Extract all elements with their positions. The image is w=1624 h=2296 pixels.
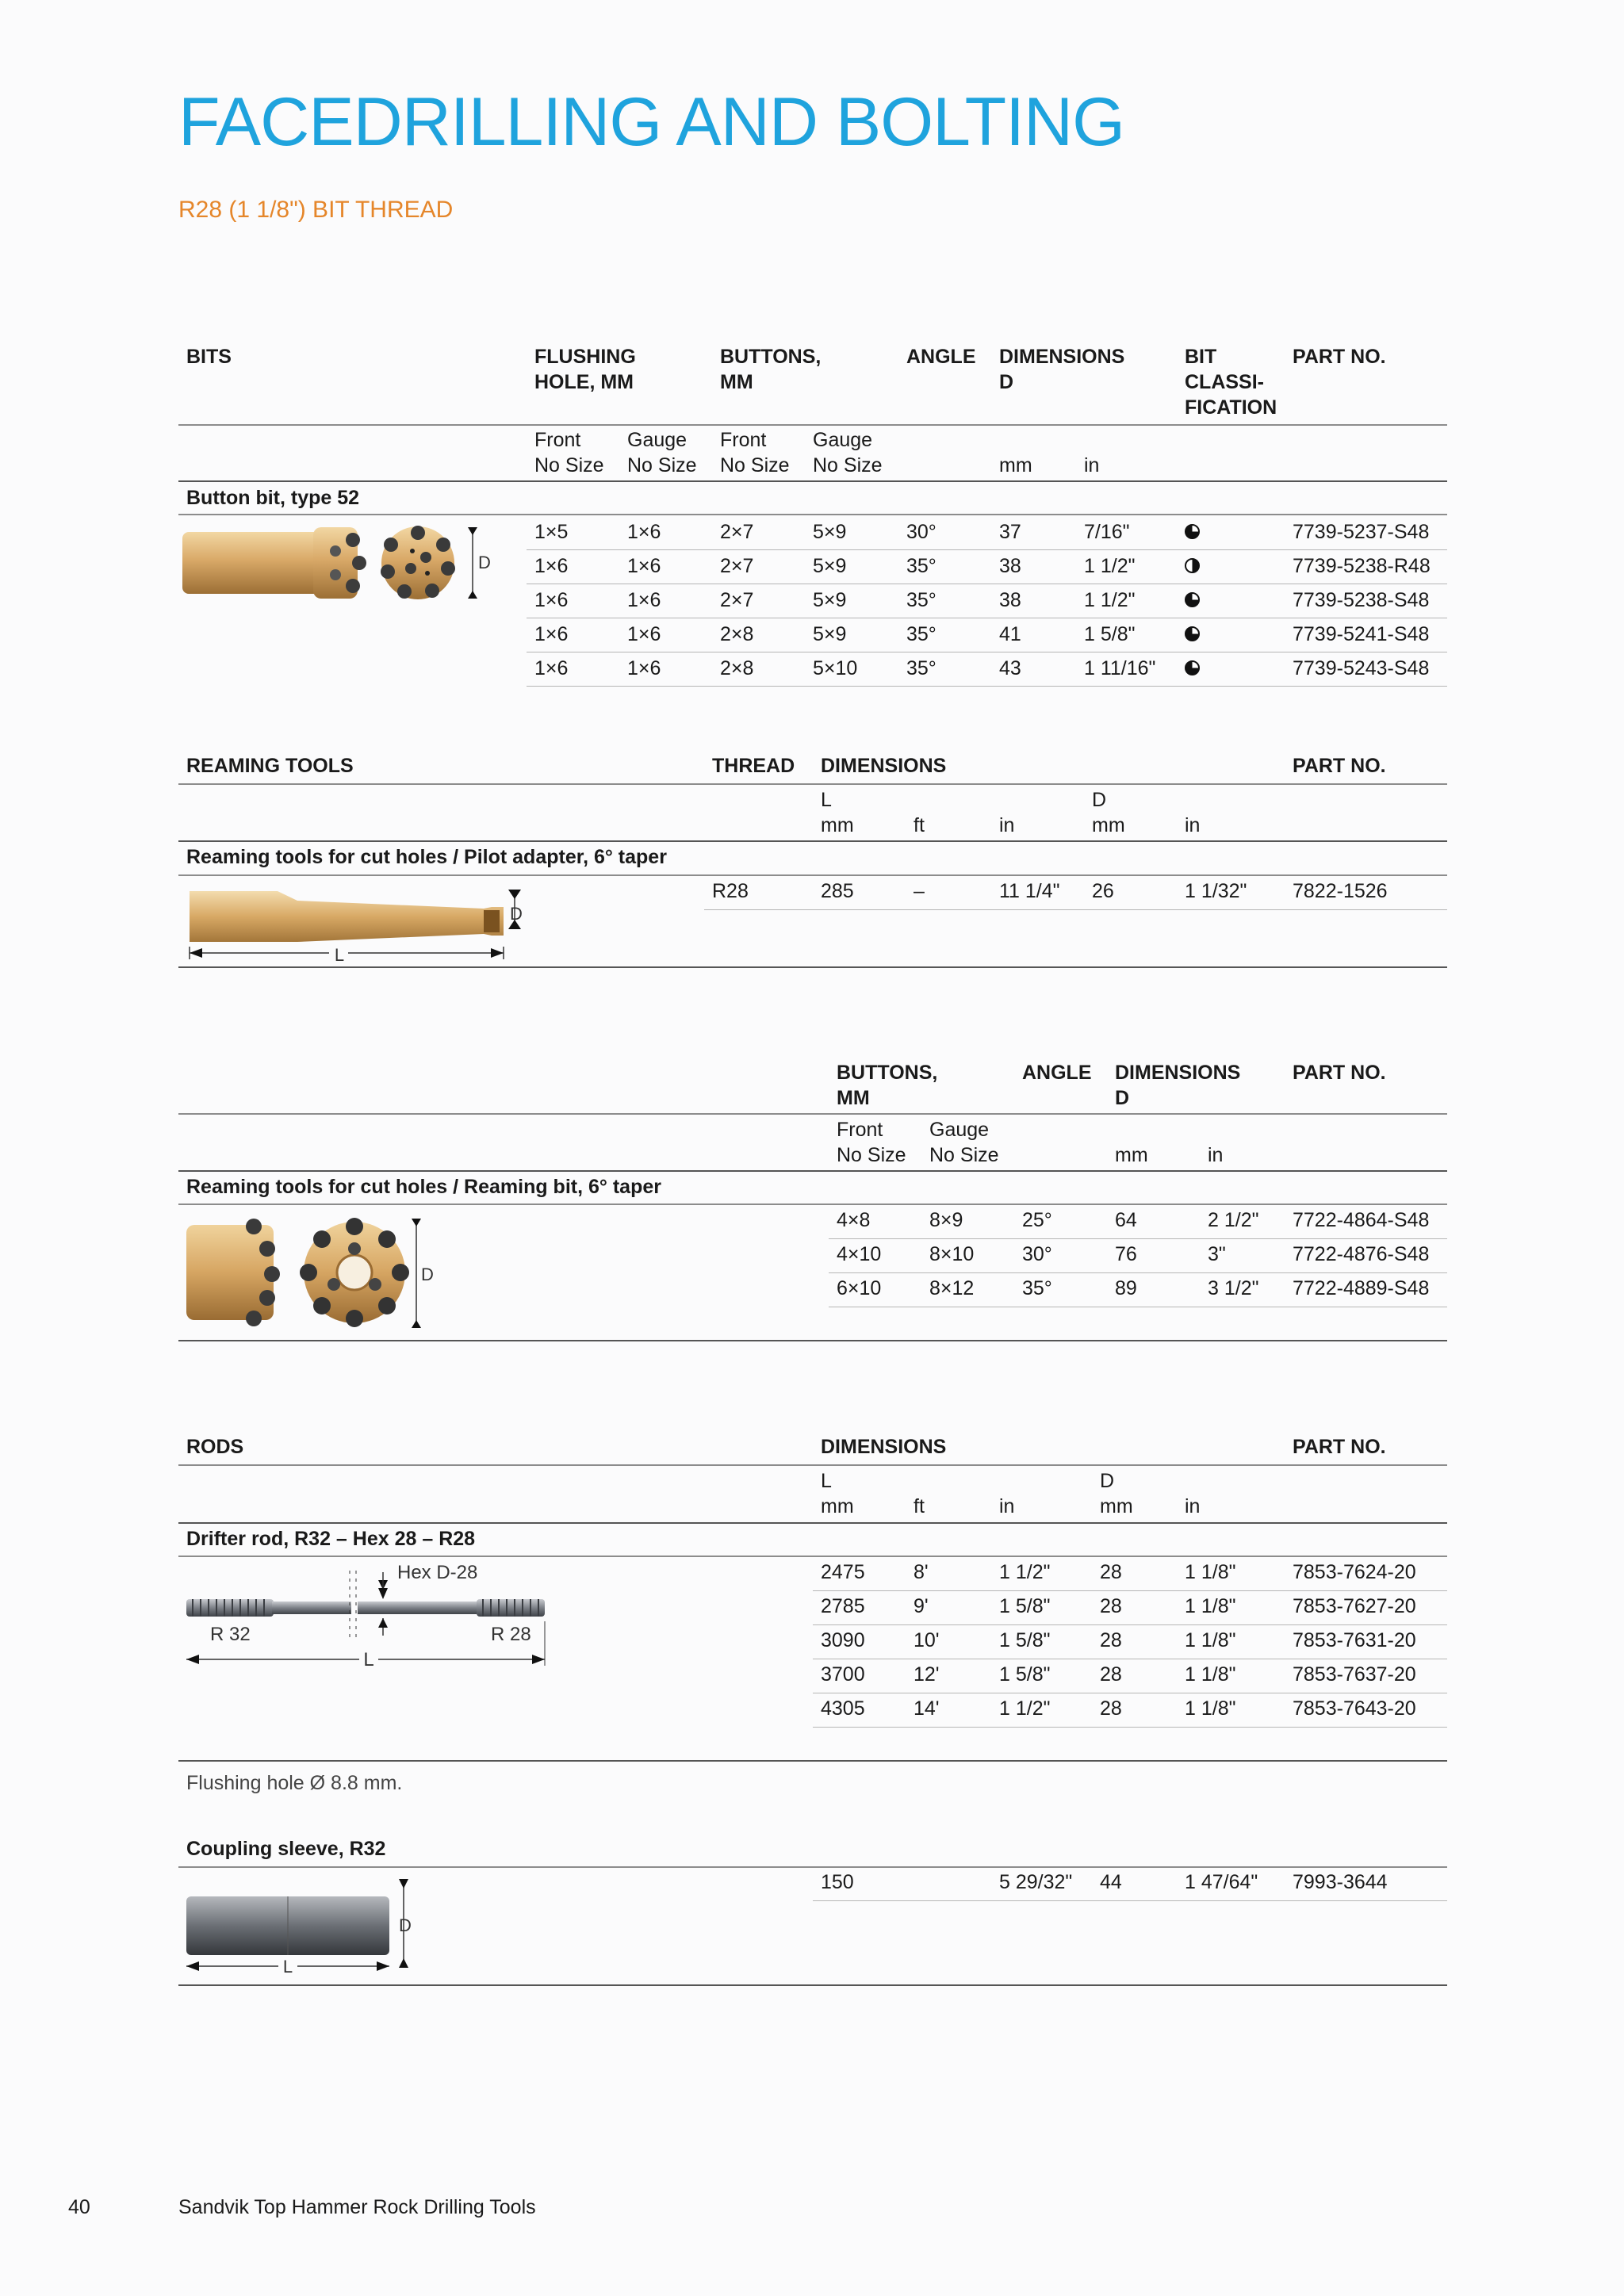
rod-cell-l-mm: 2785	[821, 1595, 865, 1617]
bit-cell-mm: 43	[999, 657, 1021, 679]
rb-cell-gauge: 8×10	[929, 1243, 975, 1265]
bit-cell-fl-gauge: 1×6	[627, 657, 661, 679]
bit-cell-angle: 35°	[906, 657, 936, 679]
coupling-l-label: L	[282, 1957, 293, 1976]
bit-cell-angle: 35°	[906, 555, 936, 577]
bit-cell-fl-gauge: 1×6	[627, 623, 661, 645]
rb-cell-mm: 76	[1115, 1243, 1137, 1265]
coupling-end-rule	[178, 1984, 1447, 1986]
bit-cell-angle: 30°	[906, 521, 936, 543]
bit-cell-in: 1 5/8"	[1084, 623, 1136, 645]
col-header-angle: ANGLE	[906, 346, 976, 368]
bit-cell-bt-gauge: 5×9	[813, 521, 847, 543]
rod-cell-d-in: 1 1/8"	[1185, 1697, 1236, 1720]
row-rule	[813, 1624, 1447, 1625]
row-rule	[829, 1238, 1447, 1239]
subheader-rods-d-mm: D mm	[1100, 1470, 1133, 1517]
rod-cell-d-mm: 28	[1100, 1663, 1122, 1686]
col-header-rb-angle: ANGLE	[1022, 1062, 1092, 1084]
rb-cell-angle: 30°	[1022, 1243, 1052, 1265]
bit-cell-fl-front: 1×5	[534, 521, 569, 543]
rod-cell-ft: 8'	[914, 1561, 929, 1583]
header-rule	[178, 424, 1447, 426]
subheader-buttons-front: Front No Size	[720, 429, 790, 476]
section-label-coupling-sleeve: Coupling sleeve, R32	[186, 1838, 386, 1860]
rod-cell-l-mm: 4305	[821, 1697, 865, 1720]
col-header-reaming-part-no: PART NO.	[1293, 755, 1386, 777]
col-header-rb-buttons: BUTTONS, MM	[837, 1062, 938, 1109]
rod-cell-l-in: 1 1/2"	[999, 1697, 1051, 1720]
coupling-d-in: 1 47/64"	[1185, 1871, 1258, 1893]
rod-cell-l-mm: 2475	[821, 1561, 865, 1583]
bit-cell-mm: 37	[999, 521, 1021, 543]
rod-cell-part: 7853-7624-20	[1293, 1561, 1416, 1583]
rb-cell-front: 4×10	[837, 1243, 882, 1265]
rb-subheader-rule	[178, 1170, 1447, 1172]
rb-cell-front: 6×10	[837, 1277, 882, 1299]
bit-cell-bt-gauge: 5×9	[813, 589, 847, 611]
col-header-dimensions: DIMENSIONS D	[999, 346, 1125, 393]
bit-cell-fl-front: 1×6	[534, 589, 569, 611]
rb-cell-gauge: 8×12	[929, 1277, 975, 1299]
rod-r32-label: R 32	[210, 1624, 251, 1645]
rods-end-rule	[178, 1760, 1447, 1762]
rod-cell-l-in: 1 5/8"	[999, 1629, 1051, 1651]
rod-l-label: L	[363, 1649, 374, 1670]
col-header-rb-dimensions: DIMENSIONS D	[1115, 1062, 1241, 1109]
subheader-rb-front: Front No Size	[837, 1119, 906, 1166]
subheader-rods-d-in: in	[1185, 1495, 1201, 1517]
rods-header-rule	[178, 1464, 1447, 1466]
subheader-rods-l-mm: L mm	[821, 1470, 854, 1517]
coupling-part-no: 7993-3644	[1293, 1871, 1388, 1893]
col-header-rods-dimensions: DIMENSIONS	[821, 1436, 947, 1458]
coupling-l-mm: 150	[821, 1871, 854, 1893]
bit-cell-bt-gauge: 5×9	[813, 555, 847, 577]
bit-cell-bt-gauge: 5×10	[813, 657, 858, 679]
rb-cell-part: 7722-4889-S48	[1293, 1277, 1430, 1299]
rod-cell-d-in: 1 1/8"	[1185, 1561, 1236, 1583]
bit-cell-bt-gauge: 5×9	[813, 623, 847, 645]
rb-cell-part: 7722-4864-S48	[1293, 1209, 1430, 1231]
page-number: 40	[68, 2196, 90, 2218]
rb-cell-angle: 35°	[1022, 1277, 1052, 1299]
rod-cell-l-in: 1 5/8"	[999, 1595, 1051, 1617]
rod-cell-part: 7853-7637-20	[1293, 1663, 1416, 1686]
subheader-rods-ft: ft	[914, 1495, 925, 1517]
bit-cell-fl-gauge: 1×6	[627, 589, 661, 611]
rod-cell-l-in: 1 5/8"	[999, 1663, 1051, 1686]
classification-icon	[1185, 660, 1200, 675]
bit-part-no: 7739-5238-S48	[1293, 589, 1430, 611]
bit-cell-bt-front: 2×8	[720, 623, 754, 645]
rod-cell-ft: 10'	[914, 1629, 940, 1651]
bit-cell-angle: 35°	[906, 589, 936, 611]
rb-end-rule	[178, 1340, 1447, 1341]
subheader-ft: ft	[914, 814, 925, 836]
bit-part-no: 7739-5238-R48	[1293, 555, 1431, 577]
bit-cell-bt-front: 2×7	[720, 555, 754, 577]
rod-cell-d-mm: 28	[1100, 1629, 1122, 1651]
reaming-end-rule	[178, 966, 1447, 968]
col-header-bits: BITS	[186, 346, 232, 368]
section-label-drifter-rod: Drifter rod, R32 – Hex 28 – R28	[186, 1528, 476, 1550]
rod-cell-ft: 9'	[914, 1595, 929, 1617]
row-rule	[527, 549, 1447, 550]
bit-cell-bt-front: 2×7	[720, 521, 754, 543]
section-rule	[178, 514, 1447, 515]
col-header-classification: BIT CLASSI- FICATION	[1185, 346, 1277, 419]
coupling-sleeve-illustration	[178, 1873, 432, 1980]
reaming-cell-l-in: 11 1/4"	[999, 880, 1060, 902]
bit-cell-angle: 35°	[906, 623, 936, 645]
section-rule	[178, 1866, 1447, 1868]
row-rule	[829, 1272, 1447, 1273]
bit-part-no: 7739-5241-S48	[1293, 623, 1430, 645]
reaming-cell-thread: R28	[712, 880, 749, 902]
rod-cell-ft: 14'	[914, 1697, 940, 1720]
page-title: FACEDRILLING AND BOLTING	[178, 84, 1125, 160]
rod-cell-ft: 12'	[914, 1663, 940, 1686]
bit-cell-fl-gauge: 1×6	[627, 521, 661, 543]
pilot-adapter-illustration	[178, 878, 535, 966]
row-rule	[813, 1727, 1447, 1728]
reaming-cell-d-in: 1 1/32"	[1185, 880, 1247, 902]
section-rule	[178, 1556, 1447, 1557]
rb-cell-mm: 64	[1115, 1209, 1137, 1231]
rb-cell-part: 7722-4876-S48	[1293, 1243, 1430, 1265]
col-header-rods: RODS	[186, 1436, 244, 1458]
bit-d-label: D	[478, 553, 491, 572]
subheader-rule	[178, 480, 1447, 482]
bit-cell-mm: 38	[999, 589, 1021, 611]
bit-part-no: 7739-5243-S48	[1293, 657, 1430, 679]
subheader-d-mm: D mm	[1092, 789, 1125, 836]
col-header-part-no: PART NO.	[1293, 346, 1386, 368]
col-header-flushing: FLUSHING HOLE, MM	[534, 346, 636, 393]
section-label-pilot-adapter: Reaming tools for cut holes / Pilot adapter, 6° taper	[186, 846, 667, 868]
page-subtitle: R28 (1 1/8") BIT THREAD	[178, 197, 454, 223]
rods-subheader-rule	[178, 1522, 1447, 1524]
section-label-button-bit: Button bit, type 52	[186, 487, 360, 509]
bit-part-no: 7739-5237-S48	[1293, 521, 1430, 543]
reaming-subheader-rule	[178, 840, 1447, 842]
button-bit-illustration	[178, 519, 496, 607]
subheader-in: in	[1084, 454, 1100, 476]
col-header-buttons: BUTTONS, MM	[720, 346, 822, 393]
col-header-reaming-dimensions: DIMENSIONS	[821, 755, 947, 777]
subheader-rb-mm: mm	[1115, 1144, 1148, 1166]
coupling-d-label: D	[399, 1915, 412, 1935]
section-rule	[178, 874, 1447, 876]
bit-cell-fl-gauge: 1×6	[627, 555, 661, 577]
rod-r28-label: R 28	[491, 1624, 531, 1645]
coupling-d-mm: 44	[1100, 1871, 1122, 1893]
subheader-flushing-gauge: Gauge No Size	[627, 429, 697, 476]
rod-cell-d-mm: 28	[1100, 1697, 1122, 1720]
rod-cell-l-in: 1 1/2"	[999, 1561, 1051, 1583]
classification-icon	[1185, 524, 1200, 539]
rb-cell-in: 3"	[1208, 1243, 1226, 1265]
col-header-rods-part-no: PART NO.	[1293, 1436, 1386, 1458]
rb-cell-gauge: 8×9	[929, 1209, 963, 1231]
flushing-hole-note: Flushing hole Ø 8.8 mm.	[186, 1772, 403, 1794]
subheader-rods-in: in	[999, 1495, 1015, 1517]
coupling-l-in: 5 29/32"	[999, 1871, 1073, 1893]
rb-d-label: D	[421, 1265, 434, 1284]
row-rule	[527, 686, 1447, 687]
drifter-rod-illustration	[178, 1558, 575, 1677]
rod-threads-right	[477, 1599, 545, 1617]
subheader-rb-gauge: Gauge No Size	[929, 1119, 999, 1166]
reaming-cell-part: 7822-1526	[1293, 880, 1388, 902]
col-header-thread: THREAD	[712, 755, 795, 777]
row-rule	[813, 1590, 1447, 1591]
bit-cell-fl-front: 1×6	[534, 657, 569, 679]
reaming-cell-d-mm: 26	[1092, 880, 1114, 902]
rod-hex-label: Hex D-28	[397, 1562, 478, 1583]
subheader-rb-in: in	[1208, 1144, 1224, 1166]
rod-cell-l-mm: 3090	[821, 1629, 865, 1651]
rod-cell-part: 7853-7627-20	[1293, 1595, 1416, 1617]
subheader-d-in: in	[1185, 814, 1201, 836]
bit-cell-in: 1 1/2"	[1084, 555, 1136, 577]
classification-icon	[1185, 626, 1200, 641]
pilot-d-label: D	[510, 904, 523, 924]
reaming-cell-l-mm: 285	[821, 880, 854, 902]
classification-icon	[1185, 558, 1200, 573]
bit-cell-bt-front: 2×8	[720, 657, 754, 679]
rod-cell-d-in: 1 1/8"	[1185, 1595, 1236, 1617]
rb-cell-mm: 89	[1115, 1277, 1137, 1299]
classification-icon	[1185, 592, 1200, 607]
subheader-mm: mm	[999, 454, 1032, 476]
rod-cell-d-in: 1 1/8"	[1185, 1629, 1236, 1651]
rod-threads-left	[186, 1599, 274, 1617]
subheader-flushing-front: Front No Size	[534, 429, 604, 476]
rod-cell-part: 7853-7631-20	[1293, 1629, 1416, 1651]
reaming-cell-ft: –	[914, 880, 925, 902]
row-rule	[704, 909, 1447, 910]
bit-cell-mm: 38	[999, 555, 1021, 577]
rod-cell-l-mm: 3700	[821, 1663, 865, 1686]
reaming-header-rule	[178, 783, 1447, 785]
bit-cell-in: 1 1/2"	[1084, 589, 1136, 611]
rb-cell-in: 2 1/2"	[1208, 1209, 1259, 1231]
subheader-buttons-gauge: Gauge No Size	[813, 429, 883, 476]
subheader-l-mm: L mm	[821, 789, 854, 836]
rb-header-rule	[178, 1113, 1447, 1115]
pilot-l-label: L	[334, 945, 345, 965]
subheader-in: in	[999, 814, 1015, 836]
col-header-reaming-tools: REAMING TOOLS	[186, 755, 354, 777]
bit-cell-mm: 41	[999, 623, 1021, 645]
reaming-bit-illustration	[178, 1209, 448, 1336]
footer-title: Sandvik Top Hammer Rock Drilling Tools	[178, 2196, 536, 2218]
bit-cell-in: 1 11/16"	[1084, 657, 1156, 679]
col-header-rb-part-no: PART NO.	[1293, 1062, 1386, 1084]
rod-cell-part: 7853-7643-20	[1293, 1697, 1416, 1720]
rb-cell-front: 4×8	[837, 1209, 871, 1231]
rod-cell-d-mm: 28	[1100, 1561, 1122, 1583]
rod-cell-d-mm: 28	[1100, 1595, 1122, 1617]
bit-cell-in: 7/16"	[1084, 521, 1130, 543]
section-label-reaming-bit: Reaming tools for cut holes / Reaming bit, 6° taper	[186, 1176, 661, 1198]
rb-cell-in: 3 1/2"	[1208, 1277, 1259, 1299]
section-rule	[178, 1203, 1447, 1205]
bit-cell-fl-front: 1×6	[534, 623, 569, 645]
coupling-row-rule	[813, 1900, 1447, 1901]
bit-cell-fl-front: 1×6	[534, 555, 569, 577]
bit-cell-bt-front: 2×7	[720, 589, 754, 611]
rod-cell-d-in: 1 1/8"	[1185, 1663, 1236, 1686]
rb-cell-angle: 25°	[1022, 1209, 1052, 1231]
